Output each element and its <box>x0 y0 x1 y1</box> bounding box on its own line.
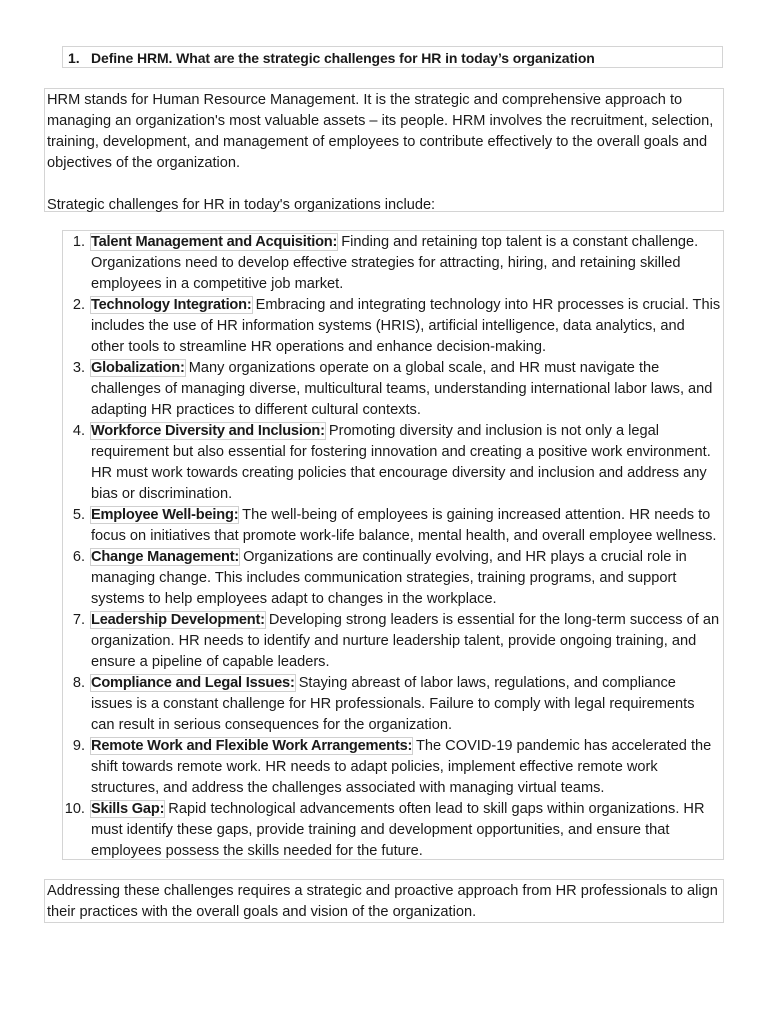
item-number: 2. <box>72 297 85 313</box>
item-number: 1. <box>72 234 85 250</box>
item-text: The COVID-19 pandemic has accelerated the shift towards remote work. HR needs to adapt policies, implement effective remote work structures, and address the challenges associated with managing virtual teams. <box>91 738 712 796</box>
item-title: Employee Well-being: <box>91 507 239 523</box>
item-title: Compliance and Legal Issues: <box>91 675 295 691</box>
question-heading <box>62 46 723 68</box>
challenges-lead-in: Strategic challenges for HR in today's organizations include: <box>47 197 436 213</box>
item-title: Talent Management and Acquisition: <box>91 234 338 250</box>
list-item <box>63 295 723 358</box>
challenges-list <box>63 232 723 862</box>
item-title: Workforce Diversity and Inclusion: <box>91 423 325 439</box>
item-text: Organizations are continually evolving, and HR plays a crucial role in managing change. This includes communication strategies, training programs, and support systems to help employees adapt to changes in the workplace. <box>91 549 687 607</box>
conclusion-section <box>44 879 724 923</box>
intro-paragraph: HRM stands for Human Resource Management. It is the strategic and comprehensive approach to managing an organization's most valuable assets – its people. HRM involves the recruitment, selection, training, development, and management of employees to contribute effectively to the overall goals and objectives of the organization. <box>47 92 714 171</box>
item-text: Rapid technological advancements often lead to skill gaps within organizations. HR must identify these gaps, provide training and development opportunities, and ensure that employees possess the skills needed for the future. <box>91 801 705 859</box>
item-text: Promoting diversity and inclusion is not only a legal requirement but also essential for fostering innovation and creating a positive work environment. HR must work towards creating policies that encourage diversity and inclusion and address any bias or discrimination. <box>91 423 711 502</box>
intro-section <box>44 88 724 212</box>
item-number: 3. <box>72 360 85 376</box>
list-item <box>63 232 723 295</box>
item-title: Technology Integration: <box>91 297 252 313</box>
list-item <box>63 610 723 673</box>
item-title: Globalization: <box>91 360 185 376</box>
item-text: The well-being of employees is gaining increased attention. HR needs to focus on initiatives that promote work-life balance, mental health, and overall employee wellness. <box>91 507 717 544</box>
list-item <box>63 736 723 799</box>
item-title: Leadership Development: <box>91 612 265 628</box>
item-title: Change Management: <box>91 549 240 565</box>
list-item <box>63 799 723 862</box>
question-number: 1. <box>68 50 80 66</box>
list-item <box>63 358 723 421</box>
item-number: 8. <box>72 675 85 691</box>
item-text: Finding and retaining top talent is a constant challenge. Organizations need to develop effective strategies for attracting, hiring, and retaining skilled employees in a competitive job market. <box>91 234 699 292</box>
item-title: Remote Work and Flexible Work Arrangements: <box>91 738 413 754</box>
item-number: 6. <box>72 549 85 565</box>
item-text: Developing strong leaders is essential for the long-term success of an organization. HR needs to identify and nurture leadership talent, provide ongoing training, and ensure a pipeline of capable leaders. <box>91 612 720 670</box>
item-text: Embracing and integrating technology into HR processes is crucial. This includes the use of HR information systems (HRIS), artificial intelligence, data analytics, and other tools to streamline HR operations and enhance decision-making. <box>91 297 721 355</box>
item-text: Many organizations operate on a global scale, and HR must navigate the challenges of managing diverse, multicultural teams, understanding international labor laws, and adapting HR practices to different cultural contexts. <box>91 360 713 418</box>
conclusion-paragraph: Addressing these challenges requires a strategic and proactive approach from HR professionals to align their practices with the overall goals and vision of the organization. <box>47 883 718 920</box>
item-title: Skills Gap: <box>91 801 165 817</box>
item-text: Staying abreast of labor laws, regulations, and compliance issues is a constant challenge for HR professionals. Failure to comply with legal requirements can result in serious consequences for the organization. <box>91 675 695 733</box>
item-number: 10. <box>64 801 85 817</box>
challenges-list-section <box>62 230 724 860</box>
list-item <box>63 421 723 505</box>
list-item <box>63 547 723 610</box>
item-number: 5. <box>72 507 85 523</box>
item-number: 7. <box>72 612 85 628</box>
question-text: Define HRM. What are the strategic challenges for HR in today’s organization <box>91 50 595 66</box>
list-item <box>63 673 723 736</box>
item-number: 9. <box>72 738 85 754</box>
list-item <box>63 505 723 547</box>
item-number: 4. <box>72 423 85 439</box>
